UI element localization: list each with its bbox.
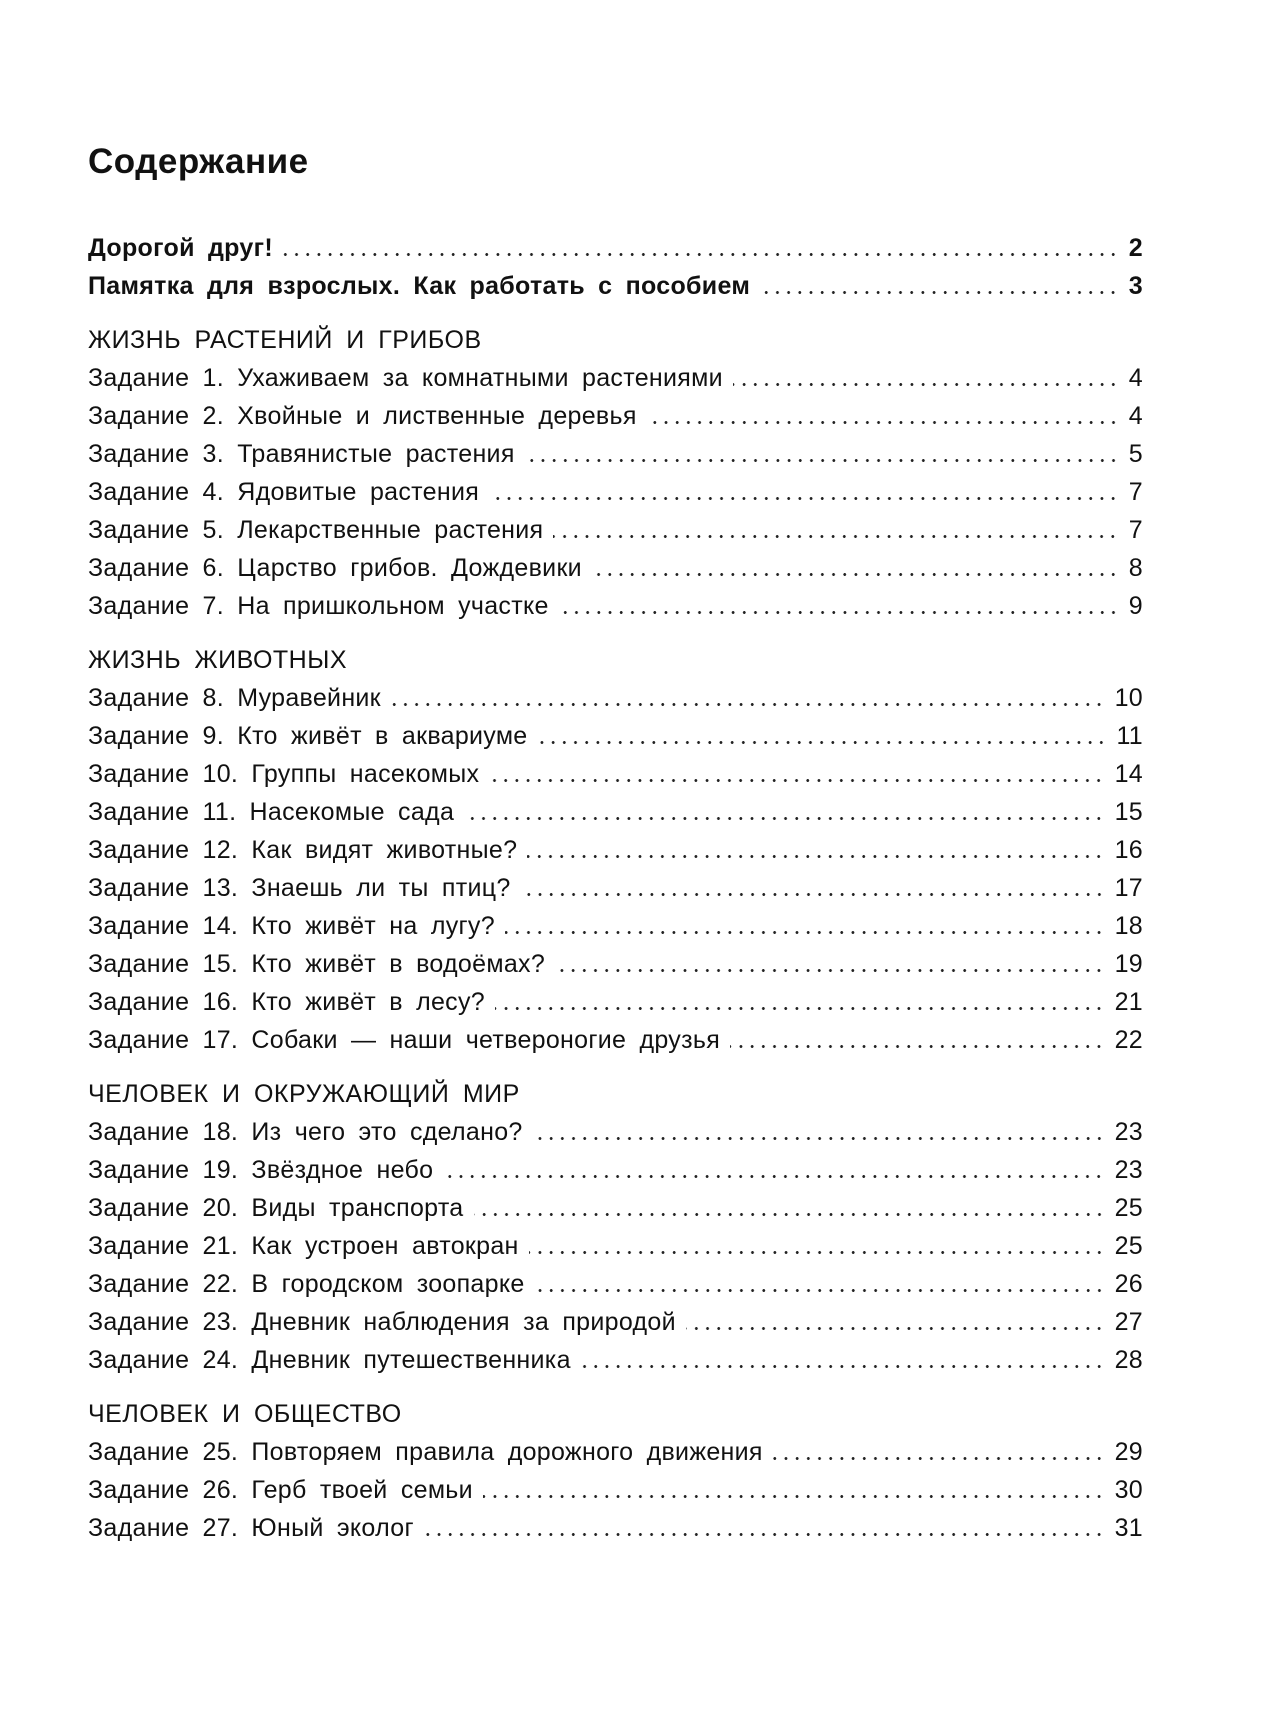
toc-entry[interactable]: [88, 1303, 1143, 1341]
toc-entry-page: 19: [1114, 950, 1143, 978]
toc-entry[interactable]: [88, 1341, 1143, 1379]
toc-entry-label: Задание 18. Из чего это сделано?: [88, 1118, 523, 1146]
dot-leader: [733, 383, 1119, 386]
toc-entry-label: Задание 11. Насекомые сада: [88, 798, 455, 826]
toc-entry-page: 17: [1114, 874, 1143, 902]
toc-entry-page: 5: [1128, 440, 1143, 468]
toc-entry[interactable]: [88, 397, 1143, 435]
toc-entry-label: Задание 4. Ядовитые растения: [88, 478, 480, 506]
dot-leader: [730, 1045, 1105, 1048]
toc-entry-page: 10: [1114, 684, 1143, 712]
toc-entry[interactable]: [88, 907, 1143, 945]
dot-leader: [555, 969, 1105, 972]
section-heading: ЖИЗНЬ ЖИВОТНЫХ: [88, 646, 348, 674]
dot-leader: [773, 1457, 1105, 1460]
toc-entry-label: Задание 26. Герб твоей семьи: [88, 1476, 473, 1504]
dot-leader: [592, 573, 1119, 576]
dot-leader: [489, 497, 1119, 500]
toc-entry-label: Задание 16. Кто живёт в лесу?: [88, 988, 485, 1016]
dot-leader: [553, 535, 1118, 538]
toc-entry-page: 4: [1128, 402, 1143, 430]
dot-leader: [464, 817, 1104, 820]
toc-entry-page: 25: [1114, 1194, 1143, 1222]
toc-entry-page: 27: [1114, 1308, 1143, 1336]
dot-leader: [529, 1251, 1105, 1254]
toc-entry-label: Задание 19. Звёздное небо: [88, 1156, 434, 1184]
toc-entry[interactable]: [88, 831, 1143, 869]
toc-entry-label: Задание 6. Царство грибов. Дождевики: [88, 554, 582, 582]
toc-entry[interactable]: [88, 945, 1143, 983]
toc-entry[interactable]: [88, 1433, 1143, 1471]
dot-leader: [474, 1213, 1105, 1216]
toc-entry-label: Задание 27. Юный эколог: [88, 1514, 414, 1542]
toc-entry[interactable]: [88, 1189, 1143, 1227]
dot-leader: [760, 291, 1119, 294]
toc-entry-label: Задание 14. Кто живёт на лугу?: [88, 912, 495, 940]
toc-entry-page: 9: [1128, 592, 1143, 620]
toc-entry-label: Памятка для взрослых. Как работать с пособием: [88, 272, 751, 300]
toc-entry[interactable]: [88, 587, 1143, 625]
toc-entry[interactable]: [88, 1151, 1143, 1189]
toc-entry-label: Задание 25. Повторяем правила дорожного движения: [88, 1438, 763, 1466]
toc-entry[interactable]: [88, 359, 1143, 397]
dot-leader: [283, 253, 1119, 256]
dot-leader: [535, 1289, 1105, 1292]
section-heading: ЧЕЛОВЕК И ОКРУЖАЮЩИЙ МИР: [88, 1080, 520, 1108]
toc-entry[interactable]: [88, 1265, 1143, 1303]
dot-leader: [533, 1137, 1105, 1140]
toc-entry-label: Задание 9. Кто живёт в аквариуме: [88, 722, 528, 750]
toc-entry-label: Задание 17. Собаки — наши четвероногие друзья: [88, 1026, 721, 1054]
toc-entry-label: Задание 7. На пришкольном участке: [88, 592, 549, 620]
toc-entry-page: 29: [1114, 1438, 1143, 1466]
toc-entry-page: 8: [1128, 554, 1143, 582]
toc-entry-page: 16: [1114, 836, 1143, 864]
toc-entry-page: 26: [1114, 1270, 1143, 1298]
dot-leader: [538, 741, 1107, 744]
toc-entry-label: Задание 1. Ухаживаем за комнатными растениями: [88, 364, 723, 392]
section-heading: ЧЕЛОВЕК И ОБЩЕСТВО: [88, 1400, 402, 1428]
toc-entry-label: Задание 2. Хвойные и лиственные деревья: [88, 402, 637, 430]
page-title: Содержание: [88, 142, 309, 181]
toc-entry-page: 3: [1128, 272, 1143, 300]
toc-entry[interactable]: [88, 435, 1143, 473]
dot-leader: [647, 421, 1119, 424]
toc-entry-page: 11: [1116, 722, 1143, 750]
dot-leader: [489, 779, 1104, 782]
toc-entry[interactable]: [88, 549, 1143, 587]
toc-entry-dear-friend[interactable]: [88, 229, 1143, 267]
toc-entry-page: 23: [1114, 1118, 1143, 1146]
toc-entry-page: 15: [1114, 798, 1143, 826]
toc-entry-adult-guide[interactable]: [88, 267, 1143, 305]
toc-entry-label: Задание 13. Знаешь ли ты птиц?: [88, 874, 511, 902]
toc-entry-label: Задание 8. Муравейник: [88, 684, 381, 712]
dot-leader: [581, 1365, 1105, 1368]
toc-entry-page: 21: [1114, 988, 1143, 1016]
toc-entry-label: Задание 10. Группы насекомых: [88, 760, 480, 788]
toc-entry-label: Задание 12. Как видят животные?: [88, 836, 518, 864]
toc-entry[interactable]: [88, 1227, 1143, 1265]
dot-leader: [505, 931, 1105, 934]
toc-entry-page: 30: [1114, 1476, 1143, 1504]
toc-entry[interactable]: [88, 1509, 1143, 1547]
toc-entry[interactable]: [88, 983, 1143, 1021]
toc-entry[interactable]: [88, 793, 1143, 831]
toc-entry-label: Задание 15. Кто живёт в водоёмах?: [88, 950, 546, 978]
dot-leader: [483, 1495, 1105, 1498]
toc-entry-label: Задание 20. Виды транспорта: [88, 1194, 464, 1222]
toc-entry[interactable]: [88, 869, 1143, 907]
toc-entry-label: Задание 21. Как устроен автокран: [88, 1232, 519, 1260]
toc-entry[interactable]: [88, 679, 1143, 717]
toc-entry-page: 7: [1128, 478, 1143, 506]
toc-entry-page: 2: [1128, 234, 1143, 262]
dot-leader: [521, 893, 1105, 896]
dot-leader: [559, 611, 1119, 614]
toc-entry[interactable]: [88, 755, 1143, 793]
dot-leader: [527, 855, 1104, 858]
toc-entry-page: 4: [1128, 364, 1143, 392]
toc-entry-page: 23: [1114, 1156, 1143, 1184]
dot-leader: [424, 1533, 1105, 1536]
table-of-contents: [88, 229, 1143, 1547]
dot-leader: [443, 1175, 1104, 1178]
toc-entry-label: Задание 22. В городском зоопарке: [88, 1270, 525, 1298]
toc-entry-page: 31: [1114, 1514, 1143, 1542]
toc-entry-label: Задание 3. Травянистые растения: [88, 440, 515, 468]
dot-leader: [525, 459, 1119, 462]
toc-entry-page: 22: [1114, 1026, 1143, 1054]
toc-entry-page: 28: [1114, 1346, 1143, 1374]
toc-entry-page: 18: [1114, 912, 1143, 940]
toc-entry[interactable]: [88, 473, 1143, 511]
toc-entry-page: 14: [1114, 760, 1143, 788]
toc-entry-label: Дорогой друг!: [88, 234, 273, 262]
toc-entry[interactable]: [88, 717, 1143, 755]
section-heading: ЖИЗНЬ РАСТЕНИЙ И ГРИБОВ: [88, 326, 482, 354]
toc-entry-page: 25: [1114, 1232, 1143, 1260]
toc-sections: [88, 321, 1143, 1547]
toc-entry[interactable]: [88, 1113, 1143, 1151]
dot-leader: [686, 1327, 1105, 1330]
toc-entry[interactable]: [88, 1021, 1143, 1059]
toc-entry-label: Задание 24. Дневник путешественника: [88, 1346, 571, 1374]
dot-leader: [391, 703, 1105, 706]
dot-leader: [495, 1007, 1105, 1010]
toc-entry[interactable]: [88, 511, 1143, 549]
toc-entry-page: 7: [1128, 516, 1143, 544]
toc-entry[interactable]: [88, 1471, 1143, 1509]
toc-entry-label: Задание 23. Дневник наблюдения за природой: [88, 1308, 676, 1336]
toc-entry-label: Задание 5. Лекарственные растения: [88, 516, 544, 544]
